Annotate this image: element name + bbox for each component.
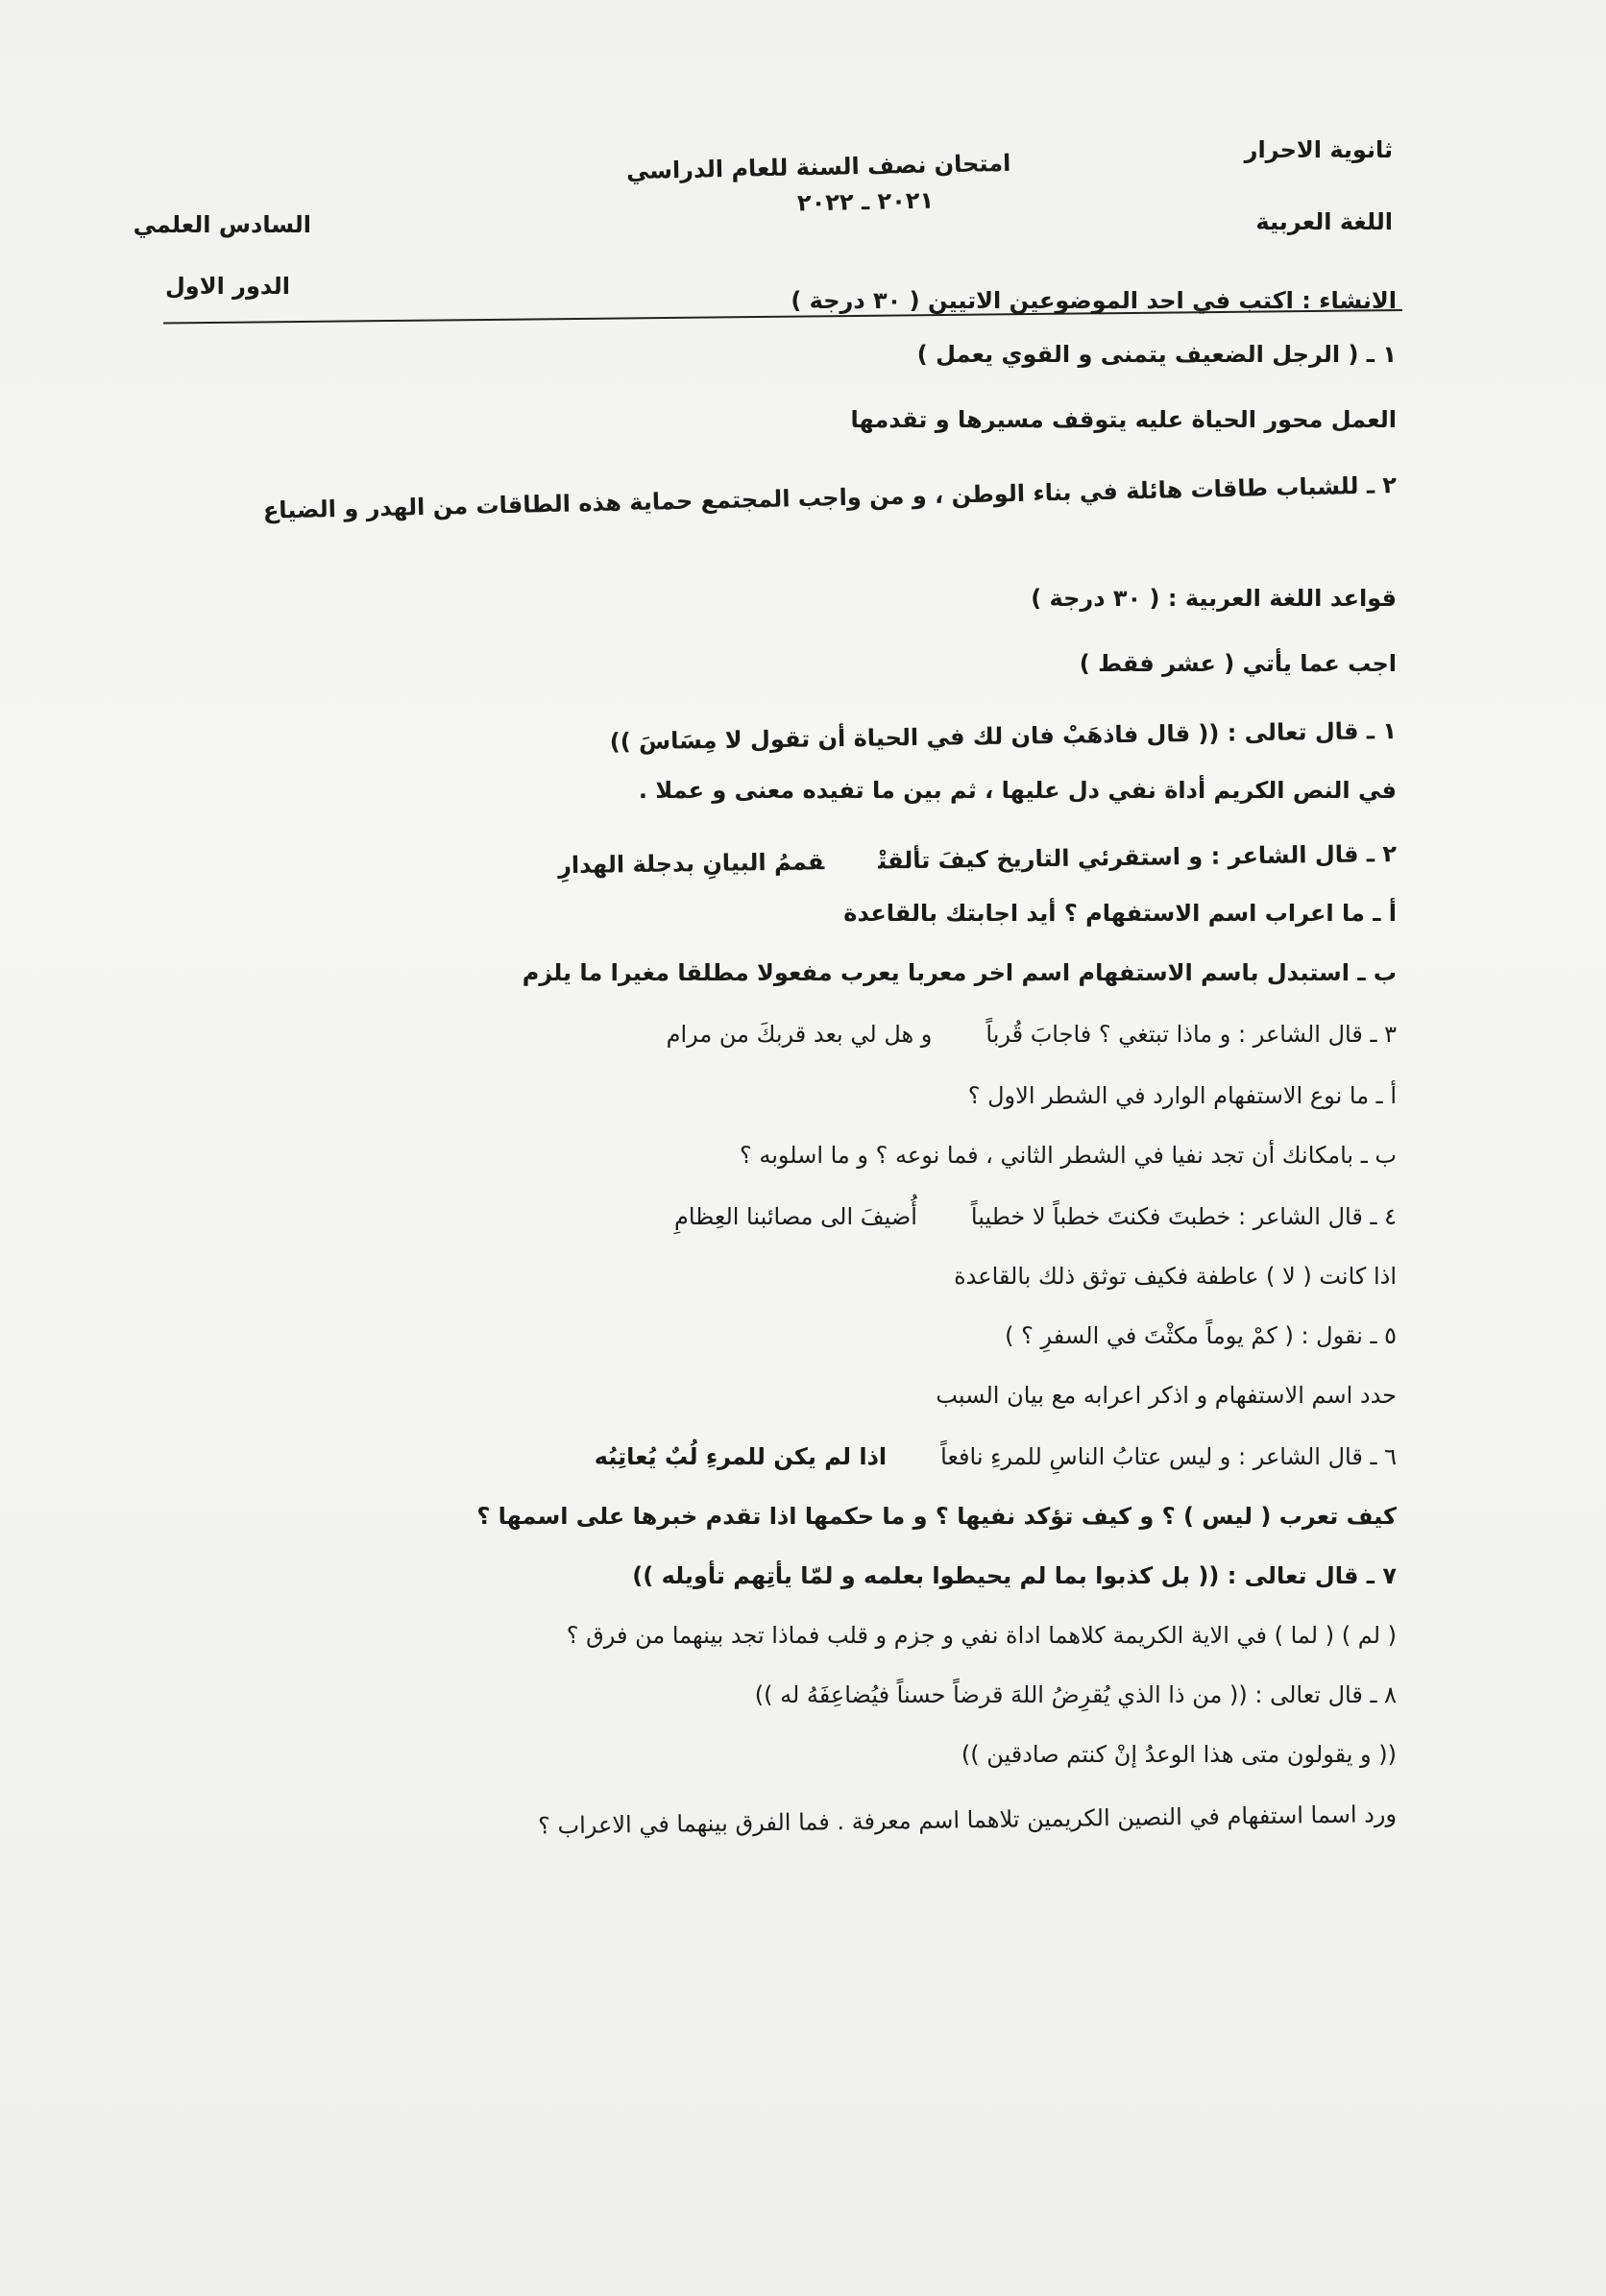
composition-topic-1-note: العمل محور الحياة عليه يتوقف مسيرها و تقدمها [850, 406, 1397, 433]
composition-heading: الانشاء : اكتب في احد الموضوعين الاتيين ( ٣٠ درجة ) [791, 287, 1397, 314]
school-name: ثانوية الاحرار [1244, 136, 1393, 163]
question-6-verse-first-half: ٦ ـ قال الشاعر : و ليس عتابُ الناسِ للمرءِ نافعاً [940, 1443, 1397, 1470]
exam-header [0, 0, 1606, 307]
branch-label: السادس العلمي [133, 211, 311, 238]
question-5: ٥ ـ نقول : ( كمْ يوماً مكثْتَ في السفرِ ؟ ) [1005, 1322, 1397, 1349]
round-label: الدور الاول [164, 273, 290, 300]
question-4-verse-first-half: ٤ ـ قال الشاعر : خطبتَ فكنتَ خطباً لا خطيباً [970, 1203, 1397, 1230]
question-6-task: كيف تعرب ( ليس ) ؟ و كيف تؤكد نفيها ؟ و ما حكمها اذا تقدم خبرها على اسمها ؟ [476, 1503, 1397, 1530]
question-2-part-b: ب ـ استبدل باسم الاستفهام اسم اخر معربا يعرب مفعولا مطلقا مغيرا ما يلزم [522, 959, 1397, 986]
question-5-task: حدد اسم الاستفهام و اذكر اعرابه مع بيان السبب [936, 1382, 1397, 1409]
question-3-part-b: ب ـ بامكانك أن تجد نفيا في الشطر الثاني ، فما نوعه ؟ و ما اسلوبه ؟ [739, 1142, 1397, 1169]
grammar-heading: قواعد اللغة العربية : ( ٣٠ درجة ) [1031, 585, 1397, 612]
question-3-verse-second-half: و هل لي بعد قربكَ من مرام [666, 1021, 933, 1048]
exam-year: ٢٠٢١ ـ ٢٠٢٢ [796, 186, 935, 217]
question-1: ١ ـ قال تعالى : (( قال فاذهَبْ فان لك في الحياة أن تقول لا مِسَاسَ )) [609, 717, 1398, 756]
question-4-task: اذا كانت ( لا ) عاطفة فكيف توثق ذلك بالقاعدة [954, 1263, 1397, 1290]
question-4-verse-second-half: أُضيفَ الى مصائبنا العِظامِ [674, 1203, 917, 1230]
question-2-part-a: أ ـ ما اعراب اسم الاستفهام ؟ أيد اجابتك بالقاعدة [843, 900, 1397, 927]
question-7: ٧ ـ قال تعالى : (( بل كذبوا بما لم يحيطوا بعلمه و لمّا يأتِهم تأويله )) [632, 1562, 1397, 1589]
question-3-verse-first-half: ٣ ـ قال الشاعر : و ماذا تبتغي ؟ فاجابَ قُرباً [986, 1021, 1397, 1048]
exam-title: امتحان نصف السنة للعام الدراسي [625, 149, 1011, 185]
question-3-part-a: أ ـ ما نوع الاستفهام الوارد في الشطر الاول ؟ [967, 1082, 1397, 1109]
subject-name: اللغة العربية [1255, 208, 1393, 235]
grammar-instruction: اجب عما يأتي ( عشر فقط ) [1079, 650, 1397, 677]
question-1-task: في النص الكريم أداة نفي دل عليها ، ثم بين ما تفيده معنى و عملا . [638, 777, 1397, 804]
composition-topic-2: ٢ ـ للشباب طاقات هائلة في بناء الوطن ، و من واجب المجتمع حماية هذه الطاقات من الهدر و الضياع [262, 471, 1398, 524]
question-2-verse-second-half: قممُ البيانِ بدجلة الهدارِ [557, 848, 825, 880]
composition-topic-1: ١ ـ ( الرجل الضعيف يتمنى و القوي يعمل ) [916, 341, 1397, 368]
question-2-verse [215, 837, 1397, 886]
composition-section [215, 284, 1398, 524]
grammar-section [215, 582, 1398, 1840]
question-8-second-text: (( و يقولون متى هذا الوعدُ إنْ كنتم صادقين )) [961, 1741, 1397, 1768]
question-8-task: ورد اسما استفهام في النصين الكريمين تلاهما اسم معرفة . فما الفرق بينهما في الاعراب ؟ [537, 1801, 1398, 1840]
exam-content [215, 284, 1398, 1840]
question-3-verse [215, 1018, 1397, 1051]
question-2-verse-first-half: ٢ ـ قال الشاعر : و استقرئي التاريخ كيفَ تألقتْ [877, 840, 1398, 875]
question-4-verse [215, 1200, 1397, 1233]
question-6-verse-second-half: اذا لم يكن للمرءِ لُبٌ يُعاتِبُه [594, 1443, 888, 1470]
question-8: ٨ ـ قال تعالى : (( من ذا الذي يُقرِضُ اللهَ قرضاً حسناً فيُضاعِفَهُ له )) [754, 1681, 1397, 1708]
question-7-task: ( لم ) ( لما ) في الاية الكريمة كلاهما اداة نفي و جزم و قلب فماذا تجد بينهما من فرق ؟ [566, 1622, 1397, 1649]
question-6-verse [215, 1440, 1397, 1473]
